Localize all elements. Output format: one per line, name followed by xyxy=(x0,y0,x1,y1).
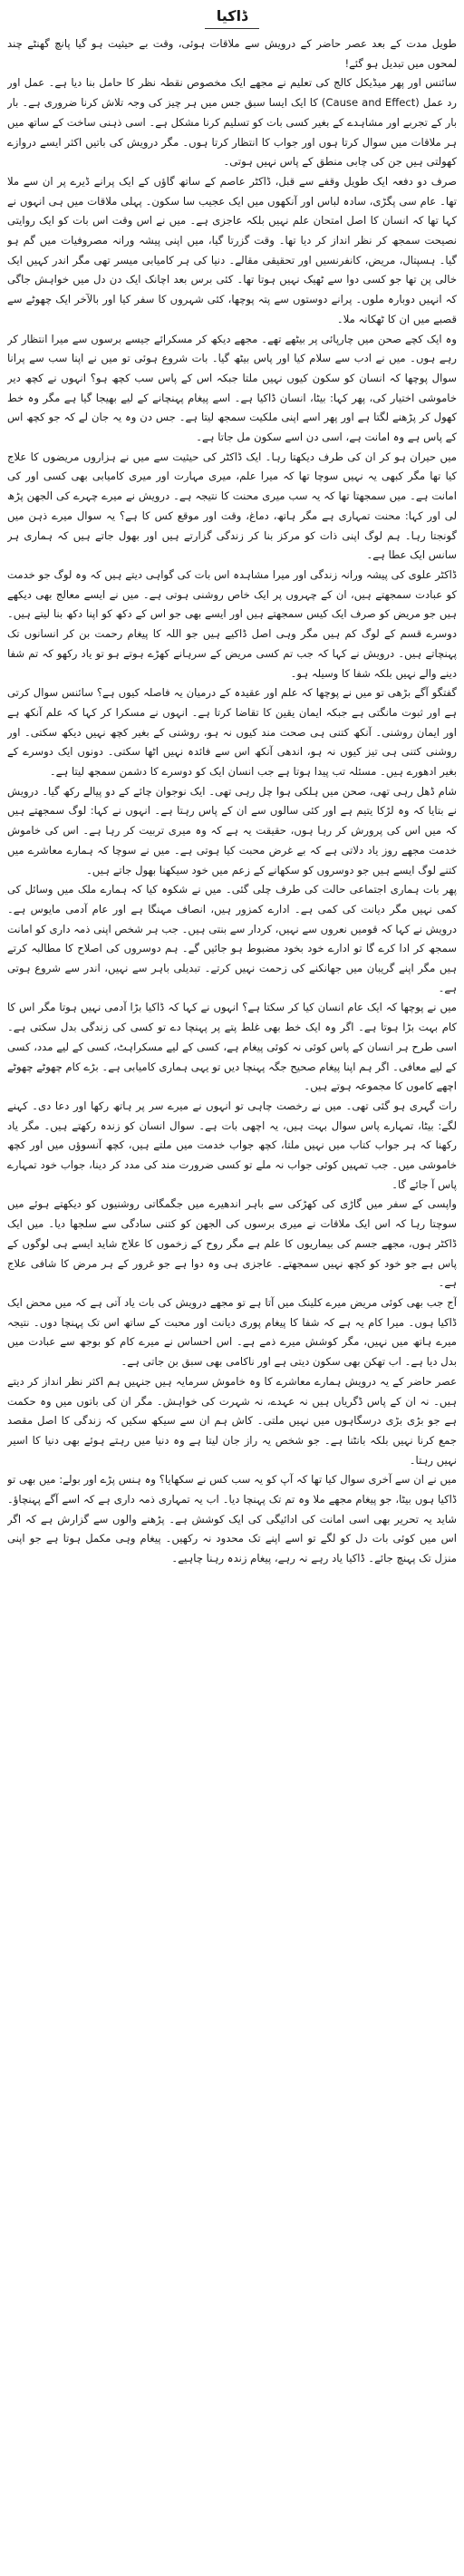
title-block xyxy=(7,5,457,29)
paragraph: میں حیران ہو کر ان کی طرف دیکھتا رہا۔ ایک ڈاکٹر کی حیثیت سے میں نے ہزاروں مریضوں کا علاج کیا تھا مگر کبھی یہ نہیں سوچا تھا کہ میرا علم، میری مہارت اور میری کامیابی بھی کسی اور کی امانت ہے۔ میں سمجھتا تھا کہ یہ سب میری محنت کا نتیجہ ہے۔ درویش نے میرے چہرے کی الجھن پڑھ لی اور کہا: محنت تمہاری ہے مگر ہاتھ، دماغ، وقت اور موقع کس کا ہے؟ یہ سوال میرے ذہن میں گونجتا رہا۔ ہم لوگ اپنی ذات کو مرکز بنا کر زندگی گزارتے ہیں اور بھول جاتے ہیں کہ ہماری ہر سانس ایک عطا ہے۔ xyxy=(7,450,457,562)
paragraph: صرف دو دفعہ ایک طویل وقفے سے قبل، ڈاکٹر عاصم کے ساتھ گاؤں کے ایک پرانے ڈیرے پر ان سے ملا تھا۔ عام سی پگڑی، سادہ لباس اور آنکھوں میں ایک عجیب سا سکون۔ پہلی ملاقات میں ہی انہوں نے کہا تھا کہ انسان کا اصل امتحان علم نہیں بلکہ عاجزی ہے۔ میں نے اس وقت اس بات کو ایک روایتی نصیحت سمجھ کر نظر انداز کر دیا تھا۔ وقت گزرتا گیا، میں اپنی پیشہ ورانہ مصروفیات میں گم ہو گیا۔ ہسپتال، مریض، کانفرنسیں اور تحقیقی مقالے۔ دنیا کی ہر کامیابی میسر تھی مگر اندر کہیں ایک خالی پن تھا جو کسی دوا سے ٹھیک نہیں ہوتا تھا۔ کئی برس بعد اچانک ایک دن دل میں خواہش جاگی کہ انہیں دوبارہ ملوں۔ پرانے دوستوں سے پتہ پوچھا، کئی شہروں کا سفر کیا اور بالآخر ایک چھوٹے سے قصبے میں ان کا ٹھکانہ ملا۔ xyxy=(7,174,457,325)
paragraph: گفتگو آگے بڑھی تو میں نے پوچھا کہ علم اور عقیدہ کے درمیان یہ فاصلہ کیوں ہے؟ سائنس سوال کرتی ہے اور ثبوت مانگتی ہے جبکہ ایمان یقین کا تقاضا کرتا ہے۔ انہوں نے مسکرا کر کہا کہ علم آنکھ ہے اور ایمان روشنی۔ آنکھ کتنی ہی صحت مند کیوں نہ ہو، روشنی کے بغیر کچھ نہیں دیکھ سکتی۔ اور روشنی کتنی ہی تیز کیوں نہ ہو، اندھی آنکھ اس سے فائدہ نہیں اٹھا سکتی۔ دونوں ایک دوسرے کے بغیر ادھورے ہیں۔ مسئلہ تب پیدا ہوتا ہے جب انسان ایک کو دوسرے کا دشمن سمجھ لیتا ہے۔ xyxy=(7,686,457,779)
paragraph: شام ڈھل رہی تھی، صحن میں ہلکی ہوا چل رہی تھی۔ ایک نوجوان چائے کے دو پیالے رکھ گیا۔ درویش نے بتایا کہ وہ لڑکا یتیم ہے اور کئی سالوں سے ان کے پاس رہتا ہے۔ انہوں نے کہا: لوگ سمجھتے ہیں کہ میں اس کی پرورش کر رہا ہوں، حقیقت یہ ہے کہ وہ میری تربیت کر رہا ہے۔ اس کی خاموش خدمت مجھے روز یاد دلاتی ہے کہ بے غرض محبت کیا ہوتی ہے۔ میں نے سوچا کہ ہمارے معاشرے میں کتنے لوگ ایسے ہیں جو دوسروں کو سکھانے کے زعم میں خود سیکھنا بھول جاتے ہیں۔ xyxy=(7,784,457,876)
paragraph: رات گہری ہو گئی تھی۔ میں نے رخصت چاہی تو انہوں نے میرے سر پر ہاتھ رکھا اور دعا دی۔ کہنے لگے: بیٹا، تمہارے پاس سوال بہت ہیں، یہ اچھی بات ہے۔ سوال انسان کو زندہ رکھتے ہیں۔ مگر یاد رکھنا کہ ہر جواب کتاب میں نہیں ملتا، کچھ جواب خدمت میں ملتے ہیں، کچھ آنسوؤں میں اور کچھ خاموشی میں۔ جب تمہیں کوئی جواب نہ ملے تو کسی ضرورت مند کی مدد کر دینا، جواب خود تمہارے پاس آ جائے گا۔ xyxy=(7,1099,457,1191)
paragraph: سائنس اور پھر میڈیکل کالج کی تعلیم نے مجھے ایک مخصوص نقطہ نظر کا حامل بنا دیا ہے۔ عمل اور رد عمل (Cause and Effect) کا ایک ایسا سبق جس میں ہر چیز کی وجہ تلاش کرنا ضروری ہے۔ بار بار کے تجربے اور مشاہدے کے بغیر کسی بات کو تسلیم کرنا مشکل ہے۔ اسی ذہنی ساخت کے ساتھ میں ہر ملاقات میں سوال کرتا ہوں اور جواب کا انتظار کرتا ہوں۔ مگر درویش کی باتیں اکثر ایسے دروازے کھولتی ہیں جن کی چابی منطق کے پاس نہیں ہوتی۔ xyxy=(7,76,457,169)
paragraph: واپسی کے سفر میں گاڑی کی کھڑکی سے باہر اندھیرے میں جگمگاتی روشنیوں کو دیکھتے ہوئے میں سوچتا رہا کہ اس ایک ملاقات نے میری برسوں کی الجھن کو کتنی سادگی سے سلجھا دیا۔ میں ایک ڈاکٹر ہوں، مجھے جسم کی بیماریوں کا علم ہے مگر روح کے زخموں کا علاج شاید ایسے ہی لوگوں کے پاس ہے جو خود کو کچھ نہیں سمجھتے۔ عاجزی ہی وہ دوا ہے جو غرور کے ہر مرض کا شافی علاج ہے۔ xyxy=(7,1197,457,1290)
paragraph: ڈاکٹر علوی کی پیشہ ورانہ زندگی اور میرا مشاہدہ اس بات کی گواہی دیتے ہیں کہ وہ لوگ جو خدمت کو عبادت سمجھتے ہیں، ان کے چہروں پر ایک خاص روشنی ہوتی ہے۔ میں نے ایسے معالج بھی دیکھے ہیں جو مریض کو صرف ایک کیس سمجھتے ہیں اور ایسے بھی جو اس کے دکھ کو اپنا دکھ بنا لیتے ہیں۔ دوسرے قسم کے لوگ کم ہیں مگر وہی اصل ڈاکیے ہیں جو اللہ کا پیغام رحمت بن کر انسانوں تک پہنچاتے ہیں۔ درویش نے کہا کہ جب تم کسی مریض کے سرہانے کھڑے ہوتے ہو تو یاد رکھو کہ تم شفا دینے والے نہیں بلکہ شفا کا وسیلہ ہو۔ xyxy=(7,567,457,680)
paragraph: آج جب بھی کوئی مریض میرے کلینک میں آتا ہے تو مجھے درویش کی بات یاد آتی ہے کہ میں محض ایک ڈاکیا ہوں۔ میرا کام یہ ہے کہ شفا کا پیغام پوری دیانت اور محبت کے ساتھ اس تک پہنچا دوں۔ نتیجہ میرے ہاتھ میں نہیں، مگر کوشش میرے ذمے ہے۔ اس احساس نے میرے کام کو بوجھ سے عبادت میں بدل دیا ہے۔ اب تھکن بھی سکون دیتی ہے اور ناکامی بھی سبق بن جاتی ہے۔ xyxy=(7,1296,457,1369)
title-underline xyxy=(205,28,259,29)
paragraph: عصر حاضر کے یہ درویش ہمارے معاشرے کا وہ خاموش سرمایہ ہیں جنہیں ہم اکثر نظر انداز کر دیتے ہیں۔ نہ ان کے پاس ڈگریاں ہیں نہ عہدے، نہ شہرت کی خواہش۔ مگر ان کی باتوں میں وہ حکمت ہے جو بڑی بڑی درسگاہوں میں نہیں ملتی۔ کاش ہم ان سے سیکھ سکیں کہ زندگی کا اصل مقصد جمع کرنا نہیں بلکہ بانٹنا ہے۔ جو شخص یہ راز جان لیتا ہے وہ دنیا میں رہتے ہوئے بھی دنیا کا اسیر نہیں رہتا۔ xyxy=(7,1374,457,1467)
article-body xyxy=(7,34,457,2563)
paragraph: طویل مدت کے بعد عصر حاضر کے درویش سے ملاقات ہوئی، وقت بے حیثیت ہو گیا پانچ گھنٹے چند لمحوں میں تبدیل ہو گئے! xyxy=(7,37,457,70)
paragraph: وہ ایک کچے صحن میں چارپائی پر بیٹھے تھے۔ مجھے دیکھ کر مسکرائے جیسے برسوں سے میرا انتظار کر رہے ہوں۔ میں نے ادب سے سلام کیا اور پاس بیٹھ گیا۔ بات شروع ہوئی تو میں نے اپنا سب سے پرانا سوال پوچھا کہ انسان کو سکون کیوں نہیں ملتا جبکہ اس کے پاس سب کچھ ہو؟ انہوں نے کچھ دیر خاموشی اختیار کی، پھر کہا: بیٹا، انسان ڈاکیا ہے۔ اسے پیغام پہنچانے کے لیے بھیجا گیا ہے مگر وہ خط کھول کر پڑھنے لگتا ہے اور پھر اسے اپنی ملکیت سمجھ لیتا ہے۔ جس دن وہ یہ جان لے کہ جو کچھ اس کے پاس ہے وہ امانت ہے، اسی دن اسے سکون مل جاتا ہے۔ xyxy=(7,332,457,444)
paragraph: میں نے ان سے آخری سوال کیا تھا کہ آپ کو یہ سب کس نے سکھایا؟ وہ ہنس پڑے اور بولے: میں بھی تو ڈاکیا ہوں بیٹا، جو پیغام مجھے ملا وہ تم تک پہنچا دیا۔ اب یہ تمہاری ذمہ داری ہے کہ اسے آگے پہنچاؤ۔ شاید یہ تحریر بھی اسی امانت کی ادائیگی کی ایک کوشش ہے۔ پڑھنے والوں سے گزارش ہے کہ اگر اس میں کوئی بات دل کو لگے تو اسے اپنے تک محدود نہ رکھیں۔ پیغام وہی مکمل ہوتا ہے جو اپنی منزل تک پہنچ جائے۔ ڈاکیا یاد رہے نہ رہے، پیغام زندہ رہنا چاہیے۔ xyxy=(7,1473,457,1565)
paragraph: میں نے پوچھا کہ ایک عام انسان کیا کر سکتا ہے؟ انہوں نے کہا کہ ڈاکیا بڑا آدمی نہیں ہوتا مگر اس کا کام بہت بڑا ہوتا ہے۔ اگر وہ ایک خط بھی غلط پتے پر پہنچا دے تو کسی کی زندگی بدل سکتی ہے۔ اسی طرح ہر انسان کے پاس کوئی نہ کوئی پیغام ہے، کسی کے لیے مسکراہٹ، کسی کے لیے مدد، کسی کے لیے معافی۔ اگر ہم اپنا پیغام صحیح جگہ پہنچا دیں تو یہی ہماری کامیابی ہے۔ بڑے کام چھوٹے چھوٹے اچھے کاموں کا مجموعہ ہوتے ہیں۔ xyxy=(7,1001,457,1093)
paragraph: پھر بات ہماری اجتماعی حالت کی طرف چلی گئی۔ میں نے شکوہ کیا کہ ہمارے ملک میں وسائل کی کمی نہیں مگر دیانت کی کمی ہے۔ ادارے کمزور ہیں، انصاف مہنگا ہے اور عام آدمی مایوس ہے۔ درویش نے کہا کہ قومیں نعروں سے نہیں، کردار سے بنتی ہیں۔ جب ہر شخص اپنی ذمہ داری کو امانت سمجھ کر ادا کرے گا تو ادارے خود بخود مضبوط ہو جائیں گے۔ ہم دوسروں کی اصلاح کا مطالبہ کرتے ہیں مگر اپنے گریبان میں جھانکنے کی زحمت نہیں کرتے۔ تبدیلی باہر سے نہیں، اندر سے شروع ہوتی ہے۔ xyxy=(7,883,457,994)
article-title: ڈاکیا xyxy=(216,7,248,24)
